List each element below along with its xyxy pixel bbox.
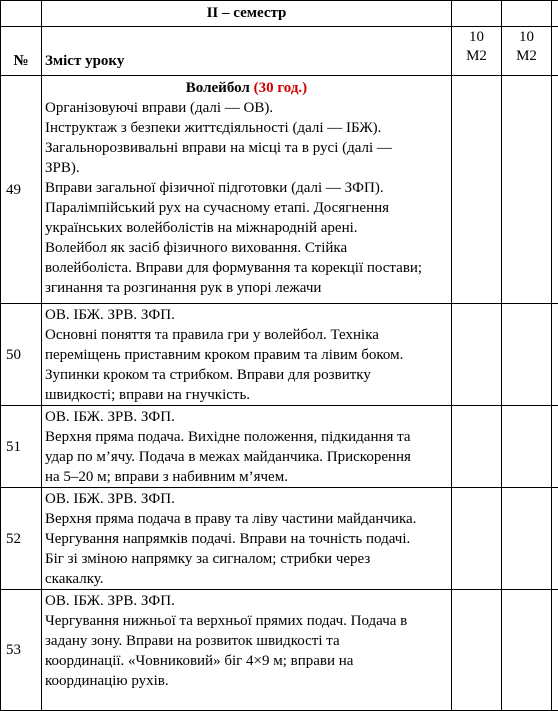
- content-line: переміщень приставним кроком правим та лівим боком.: [45, 345, 448, 365]
- content-line: Волейбол як засіб фізичного виховання. Стійка: [45, 238, 448, 258]
- grade-cell: [502, 76, 552, 304]
- lesson-content: [42, 488, 452, 590]
- blank-cell: [552, 488, 558, 590]
- content-line: ОВ. ІБЖ. ЗРВ. ЗФП.: [45, 489, 448, 509]
- content-line: швидкості; вправи на гнучкість.: [45, 385, 448, 405]
- table-row: [1, 590, 558, 711]
- content-line: ОВ. ІБЖ. ЗРВ. ЗФП.: [45, 407, 448, 427]
- content-column-header: Зміст уроку: [42, 27, 452, 76]
- grade-column-header-1: [452, 27, 502, 76]
- content-line: Чергування напрямків подачі. Вправи на точність подачі.: [45, 529, 448, 549]
- content-line: Вправи загальної фізичної підготовки (далі — ЗФП).: [45, 178, 448, 198]
- number-column-header: №: [1, 27, 42, 76]
- grade-cell: [502, 590, 552, 711]
- content-line: Чергування нижньої та верхньої прямих подач. Подача в: [45, 611, 448, 631]
- content-line: Біг зі зміною напрямку за сигналом; стрибки через: [45, 549, 448, 569]
- blank-cell: [552, 304, 558, 406]
- blank-cell: [552, 590, 558, 711]
- content-line: Верхня пряма подача. Вихідне положення, підкидання та: [45, 427, 448, 447]
- lesson-number: 50: [1, 304, 42, 406]
- lesson-content: [42, 406, 452, 488]
- content-line: задану зону. Вправи на розвиток швидкості та: [45, 631, 448, 651]
- semester-header-row: [1, 1, 558, 27]
- content-line: удар по м’ячу. Подача в межах майданчика. Прискорення: [45, 447, 448, 467]
- grade-header-line: М2: [505, 47, 548, 66]
- grade-cell: [452, 304, 502, 406]
- blank-cell: [552, 406, 558, 488]
- lesson-number: 52: [1, 488, 42, 590]
- content-line: згинання та розгинання рук в упорі лежачи: [45, 278, 448, 298]
- section-name: Волейбол: [186, 80, 250, 96]
- grade-cell: [502, 304, 552, 406]
- lesson-content: [42, 590, 452, 711]
- grade-header-line: М2: [455, 47, 498, 66]
- grade-cell: [452, 590, 502, 711]
- content-line: українських волейболістів на міжнародній арені.: [45, 218, 448, 238]
- content-line: Основні поняття та правила гри у волейбол. Техніка: [45, 325, 448, 345]
- lesson-number: 53: [1, 590, 42, 711]
- content-line: ОВ. ІБЖ. ЗРВ. ЗФП.: [45, 591, 448, 611]
- blank-cell: [452, 1, 502, 27]
- blank-cell: [552, 76, 558, 304]
- content-line: Загальнорозвивальні вправи на місці та в русі (далі —: [45, 138, 448, 158]
- lesson-content: [42, 304, 452, 406]
- content-line: координацію рухів.: [45, 671, 448, 691]
- column-header-row: [1, 27, 558, 76]
- grade-cell: [502, 488, 552, 590]
- grade-cell: [452, 488, 502, 590]
- blank-cell: [552, 27, 558, 76]
- grade-header-line: 10: [455, 28, 498, 47]
- section-hours: (30 год.): [254, 80, 308, 96]
- content-line: Організовуючі вправи (далі — ОВ).: [45, 98, 448, 118]
- blank-cell: [1, 1, 42, 27]
- content-line: скакалку.: [45, 569, 448, 589]
- grade-column-header-2: [502, 27, 552, 76]
- blank-cell: [502, 1, 552, 27]
- table-row: [1, 304, 558, 406]
- lesson-content: [42, 76, 452, 304]
- grade-cell: [452, 406, 502, 488]
- lesson-number: 49: [1, 76, 42, 304]
- table-row: [1, 76, 558, 304]
- grade-header-line: 10: [505, 28, 548, 47]
- section-title: [45, 77, 448, 98]
- semester-title: ІІ – семестр: [42, 1, 452, 27]
- lesson-number: 51: [1, 406, 42, 488]
- content-line: координації. «Човниковий» біг 4×9 м; вправи на: [45, 651, 448, 671]
- table-row: [1, 406, 558, 488]
- table-row: [1, 488, 558, 590]
- grade-cell: [452, 76, 502, 304]
- grade-cell: [502, 406, 552, 488]
- content-line: ЗРВ).: [45, 158, 448, 178]
- blank-cell: [552, 1, 558, 27]
- content-line: на 5–20 м; вправи з набивним м’ячем.: [45, 467, 448, 487]
- content-line: Зупинки кроком та стрибком. Вправи для розвитку: [45, 365, 448, 385]
- content-line: Верхня пряма подача в праву та ліву частини майданчика.: [45, 509, 448, 529]
- content-line: ОВ. ІБЖ. ЗРВ. ЗФП.: [45, 305, 448, 325]
- content-line: Паралімпійський рух на сучасному етапі. Досягнення: [45, 198, 448, 218]
- content-line: волейболіста. Вправи для формування та корекції постави;: [45, 258, 448, 278]
- content-line: Інструктаж з безпеки життєдіяльності (далі — ІБЖ).: [45, 118, 448, 138]
